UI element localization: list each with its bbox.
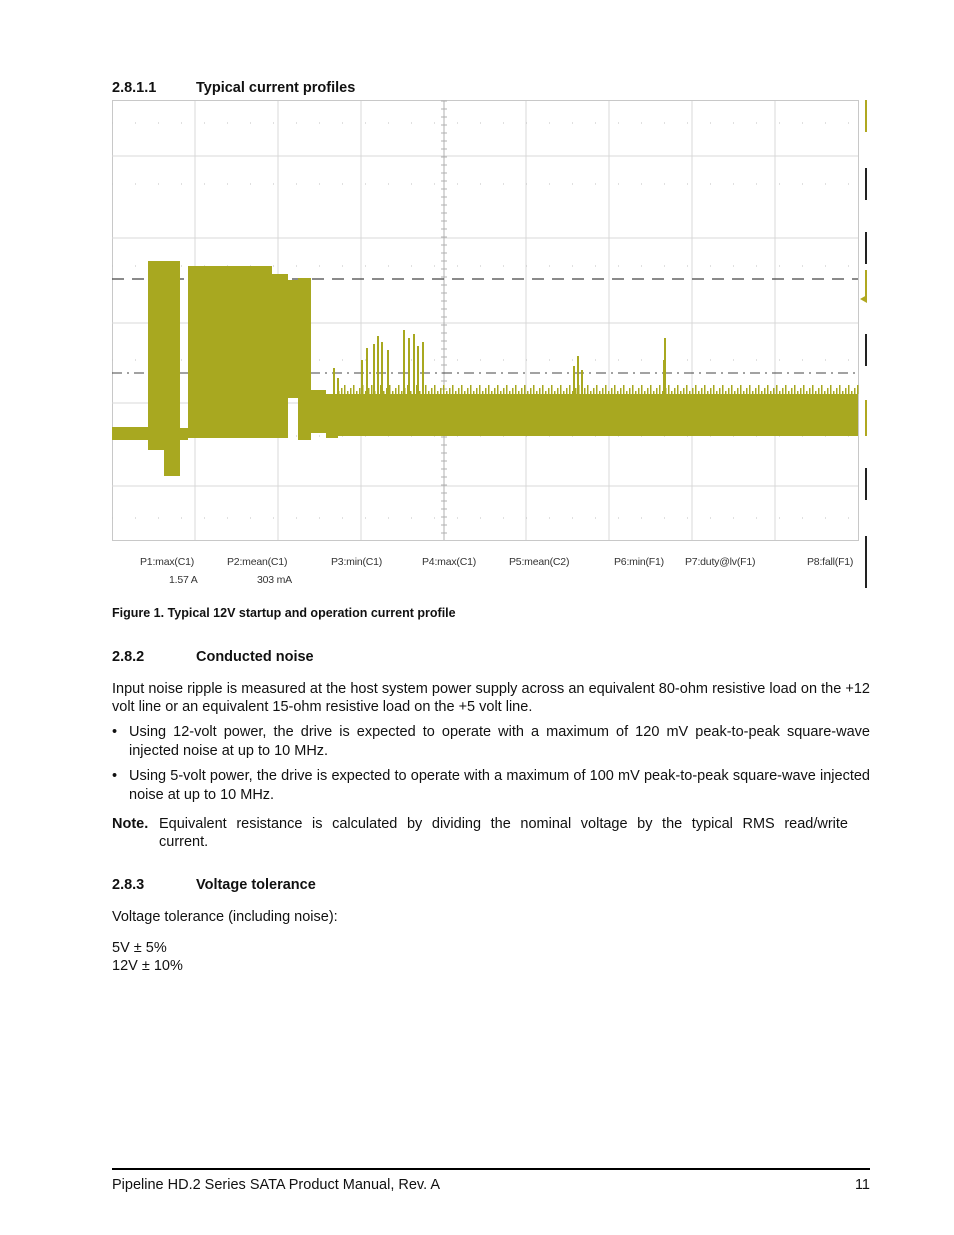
trace-noise (497, 385, 499, 394)
trace-noise (593, 388, 595, 394)
trace-noise (722, 385, 724, 394)
trace-band (188, 266, 272, 438)
trace-noise (833, 391, 835, 394)
trace-noise (710, 388, 712, 394)
trace-noise (758, 385, 760, 394)
trace-noise (527, 391, 529, 394)
trace-band (311, 390, 326, 433)
trace-noise (386, 388, 388, 394)
trace-noise (521, 388, 523, 394)
trace-noise (854, 388, 856, 394)
trace-noise (440, 388, 442, 394)
trace-noise (797, 391, 799, 394)
trace-noise (725, 391, 727, 394)
trace-noise (776, 385, 778, 394)
trace-noise (635, 391, 637, 394)
trace-noise (641, 385, 643, 394)
trace-noise (353, 385, 355, 394)
trace-noise (770, 391, 772, 394)
trace-noise (479, 385, 481, 394)
trace-noise (704, 385, 706, 394)
trace-noise (350, 388, 352, 394)
trace-noise (518, 391, 520, 394)
trace-band (338, 394, 858, 436)
trace-noise (470, 385, 472, 394)
right-edge-markers (860, 100, 867, 588)
trace-noise (698, 391, 700, 394)
conducted-noise-intro: Input noise ripple is measured at the host system power supply across an equivalent 80-ohm resistive load on the +12 volt line or an equivalent 15-ohm resistive load on the +5 volt line. (112, 681, 870, 715)
list-item (112, 723, 870, 763)
trace-noise (368, 388, 370, 394)
trace-band (326, 394, 338, 438)
trace-noise (374, 391, 376, 394)
trace-noise (416, 385, 418, 394)
trace-band (112, 427, 148, 440)
trace-noise (683, 388, 685, 394)
trace-noise (533, 385, 535, 394)
trace-noise (716, 391, 718, 394)
trace-noise (500, 391, 502, 394)
trace-noise (743, 391, 745, 394)
trace-noise (809, 388, 811, 394)
trace-noise (821, 385, 823, 394)
trace-noise (653, 391, 655, 394)
trace-noise (782, 388, 784, 394)
trace-noise (347, 391, 349, 394)
trace-noise (578, 385, 580, 394)
trace-noise (344, 385, 346, 394)
trace-noise (665, 388, 667, 394)
trace-noise (569, 385, 571, 394)
trace-noise (362, 385, 364, 394)
trace-noise (557, 388, 559, 394)
trace-noise (563, 391, 565, 394)
trace-noise (695, 385, 697, 394)
trace-noise (503, 388, 505, 394)
trace-noise (851, 391, 853, 394)
trace-noise (551, 385, 553, 394)
trace-noise (419, 391, 421, 394)
trace-noise (407, 385, 409, 394)
trace-noise (602, 388, 604, 394)
trace-noise (650, 385, 652, 394)
trace-noise (452, 385, 454, 394)
trace-noise (806, 391, 808, 394)
bullet-glyph: • (112, 768, 118, 784)
trace-noise (794, 385, 796, 394)
trace-noise (515, 385, 517, 394)
measurement-p8-label: P8:fall(F1) (807, 556, 854, 568)
trace-noise (413, 388, 415, 394)
trace-noise (395, 388, 397, 394)
trace-noise (674, 388, 676, 394)
trace-noise (785, 385, 787, 394)
trace-noise (719, 388, 721, 394)
trace-noise (554, 391, 556, 394)
trace-noise (512, 388, 514, 394)
trace-noise (431, 388, 433, 394)
section-title: Typical current profiles (196, 80, 356, 96)
trace-noise (587, 385, 589, 394)
trace-noise (398, 385, 400, 394)
trace-noise (656, 388, 658, 394)
section-number: 2.8.3 (112, 877, 145, 893)
trace-noise (566, 388, 568, 394)
trace-noise (434, 385, 436, 394)
trace-noise (494, 388, 496, 394)
footer-manual-title: Pipeline HD.2 Series SATA Product Manual, Rev. A (112, 1177, 441, 1193)
trace-noise (800, 388, 802, 394)
footer-rule (112, 1168, 870, 1170)
trace-noise (377, 388, 379, 394)
trace-noise (836, 388, 838, 394)
trace-noise (857, 385, 859, 394)
trace-noise (488, 385, 490, 394)
trace-noise (596, 385, 598, 394)
figure-caption: Figure 1. Typical 12V startup and operation current profile (112, 606, 456, 620)
trace-noise (638, 388, 640, 394)
trace-noise (764, 388, 766, 394)
measurement-p4-label: P4:max(C1) (422, 556, 477, 568)
trace-noise (677, 385, 679, 394)
trace-noise (458, 388, 460, 394)
note-label: Note. (112, 816, 149, 832)
trace-noise (455, 391, 457, 394)
trace-noise (668, 385, 670, 394)
trace-noise (620, 388, 622, 394)
trace-noise (728, 388, 730, 394)
trace-noise (542, 385, 544, 394)
measurement-p2-value: 303 mA (257, 574, 292, 586)
trace-noise (581, 391, 583, 394)
trace-noise (341, 388, 343, 394)
trace-noise (425, 385, 427, 394)
section-title: Voltage tolerance (196, 877, 316, 893)
trace-noise (788, 391, 790, 394)
voltage-tolerance-intro: Voltage tolerance (including noise): (112, 909, 338, 925)
measurement-p7-label: P7:duty@lv(F1) (685, 556, 756, 568)
trace-noise (476, 388, 478, 394)
trace-noise (437, 391, 439, 394)
trace-noise (680, 391, 682, 394)
trace-noise (392, 391, 394, 394)
trace-noise (536, 391, 538, 394)
measurement-p2-label: P2:mean(C1) (227, 556, 288, 568)
measurement-p1-value: 1.57 A (169, 574, 198, 586)
trace-noise (383, 391, 385, 394)
trace-noise (461, 385, 463, 394)
trace-noise (467, 388, 469, 394)
trace-noise (611, 388, 613, 394)
trace-noise (845, 388, 847, 394)
trace-noise (410, 391, 412, 394)
trace-noise (746, 388, 748, 394)
trace-noise (404, 388, 406, 394)
trace-noise (839, 385, 841, 394)
trace-noise (644, 391, 646, 394)
trace-noise (572, 391, 574, 394)
trace-noise (740, 385, 742, 394)
trace-noise (614, 385, 616, 394)
trace-band (148, 261, 180, 450)
trace-noise (827, 388, 829, 394)
trace-noise (692, 388, 694, 394)
trace-noise (791, 388, 793, 394)
trace-noise (491, 391, 493, 394)
trace-noise (389, 385, 391, 394)
trace-noise (659, 385, 661, 394)
trace-noise (401, 391, 403, 394)
trace-noise (734, 391, 736, 394)
trace-noise (617, 391, 619, 394)
trace-band (298, 278, 311, 440)
trace-noise (737, 388, 739, 394)
bullet-text: Using 12-volt power, the drive is expected to operate with a maximum of 120 mV peak-to-peak square-wave injected noise at up to 10 MHz. (129, 724, 870, 759)
trace-noise (731, 385, 733, 394)
trace-noise (599, 391, 601, 394)
trace-noise (422, 388, 424, 394)
trace-noise (530, 388, 532, 394)
trace-noise (365, 391, 367, 394)
trace-noise (626, 391, 628, 394)
trace-noise (812, 385, 814, 394)
trace-noise (575, 388, 577, 394)
trace-noise (545, 391, 547, 394)
trace-noise (482, 391, 484, 394)
trace-noise (473, 391, 475, 394)
list-item (112, 767, 870, 807)
measurement-p5-label: P5:mean(C2) (509, 556, 570, 568)
trace-noise (443, 385, 445, 394)
trace-band (164, 438, 180, 476)
trace-noise (371, 385, 373, 394)
scope-screen (112, 98, 870, 592)
measurement-p6-label: P6:min(F1) (614, 556, 664, 568)
trace-noise (803, 385, 805, 394)
trace-noise (506, 385, 508, 394)
trace-noise (356, 391, 358, 394)
trace-noise (584, 388, 586, 394)
section-title: Conducted noise (196, 649, 314, 665)
trace-noise (608, 391, 610, 394)
trace-noise (842, 391, 844, 394)
trace-noise (560, 385, 562, 394)
footer-page-number: 11 (854, 1177, 870, 1193)
trace-noise (761, 391, 763, 394)
trace-noise (824, 391, 826, 394)
tolerance-5v: 5V ± 5% (112, 940, 167, 956)
trace-noise (464, 391, 466, 394)
trace-noise (548, 388, 550, 394)
trace-noise (629, 388, 631, 394)
trace-noise (380, 385, 382, 394)
trace-noise (755, 388, 757, 394)
bullet-text: Using 5-volt power, the drive is expected to operate with a maximum of 100 mV peak-to-peak square-wave injected noise at up to 10 MHz. (129, 768, 870, 803)
trace-noise (485, 388, 487, 394)
trace-noise (359, 388, 361, 394)
trace-noise (338, 391, 340, 394)
note-text-line1: Equivalent resistance is calculated by dividing the nominal voltage by the typical RMS read/write (159, 816, 848, 832)
trace-noise (848, 385, 850, 394)
trace-noise (446, 391, 448, 394)
trace-noise (632, 385, 634, 394)
trace-noise (689, 391, 691, 394)
section-number: 2.8.2 (112, 649, 145, 665)
tolerance-12v: 12V ± 10% (112, 958, 183, 974)
note-text-line2: current. (159, 834, 209, 850)
trace-noise (749, 385, 751, 394)
trace-noise (539, 388, 541, 394)
trace-noise (773, 388, 775, 394)
trace-noise (767, 385, 769, 394)
measurement-p1-label: P1:max(C1) (140, 556, 195, 568)
trace-noise (449, 388, 451, 394)
trace-noise (830, 385, 832, 394)
bullet-glyph: • (112, 724, 118, 740)
trace-noise (662, 391, 664, 394)
trace-noise (701, 388, 703, 394)
trace-noise (623, 385, 625, 394)
trace-noise (428, 391, 430, 394)
trace-noise (590, 391, 592, 394)
trace-band (180, 428, 188, 440)
measurement-p3-label: P3:min(C1) (331, 556, 383, 568)
trace-noise (815, 391, 817, 394)
trace-noise (752, 391, 754, 394)
note-block (112, 815, 848, 855)
trace-noise (671, 391, 673, 394)
trace-noise (779, 391, 781, 394)
trace-noise (713, 385, 715, 394)
trace-noise (524, 385, 526, 394)
section-number: 2.8.1.1 (112, 80, 157, 96)
trace-noise (707, 391, 709, 394)
trace-noise (509, 391, 511, 394)
trace-band (288, 280, 298, 398)
trace-noise (605, 385, 607, 394)
trace-noise (686, 385, 688, 394)
trace-noise (647, 388, 649, 394)
scope-figure (112, 98, 870, 592)
trace-noise (818, 388, 820, 394)
